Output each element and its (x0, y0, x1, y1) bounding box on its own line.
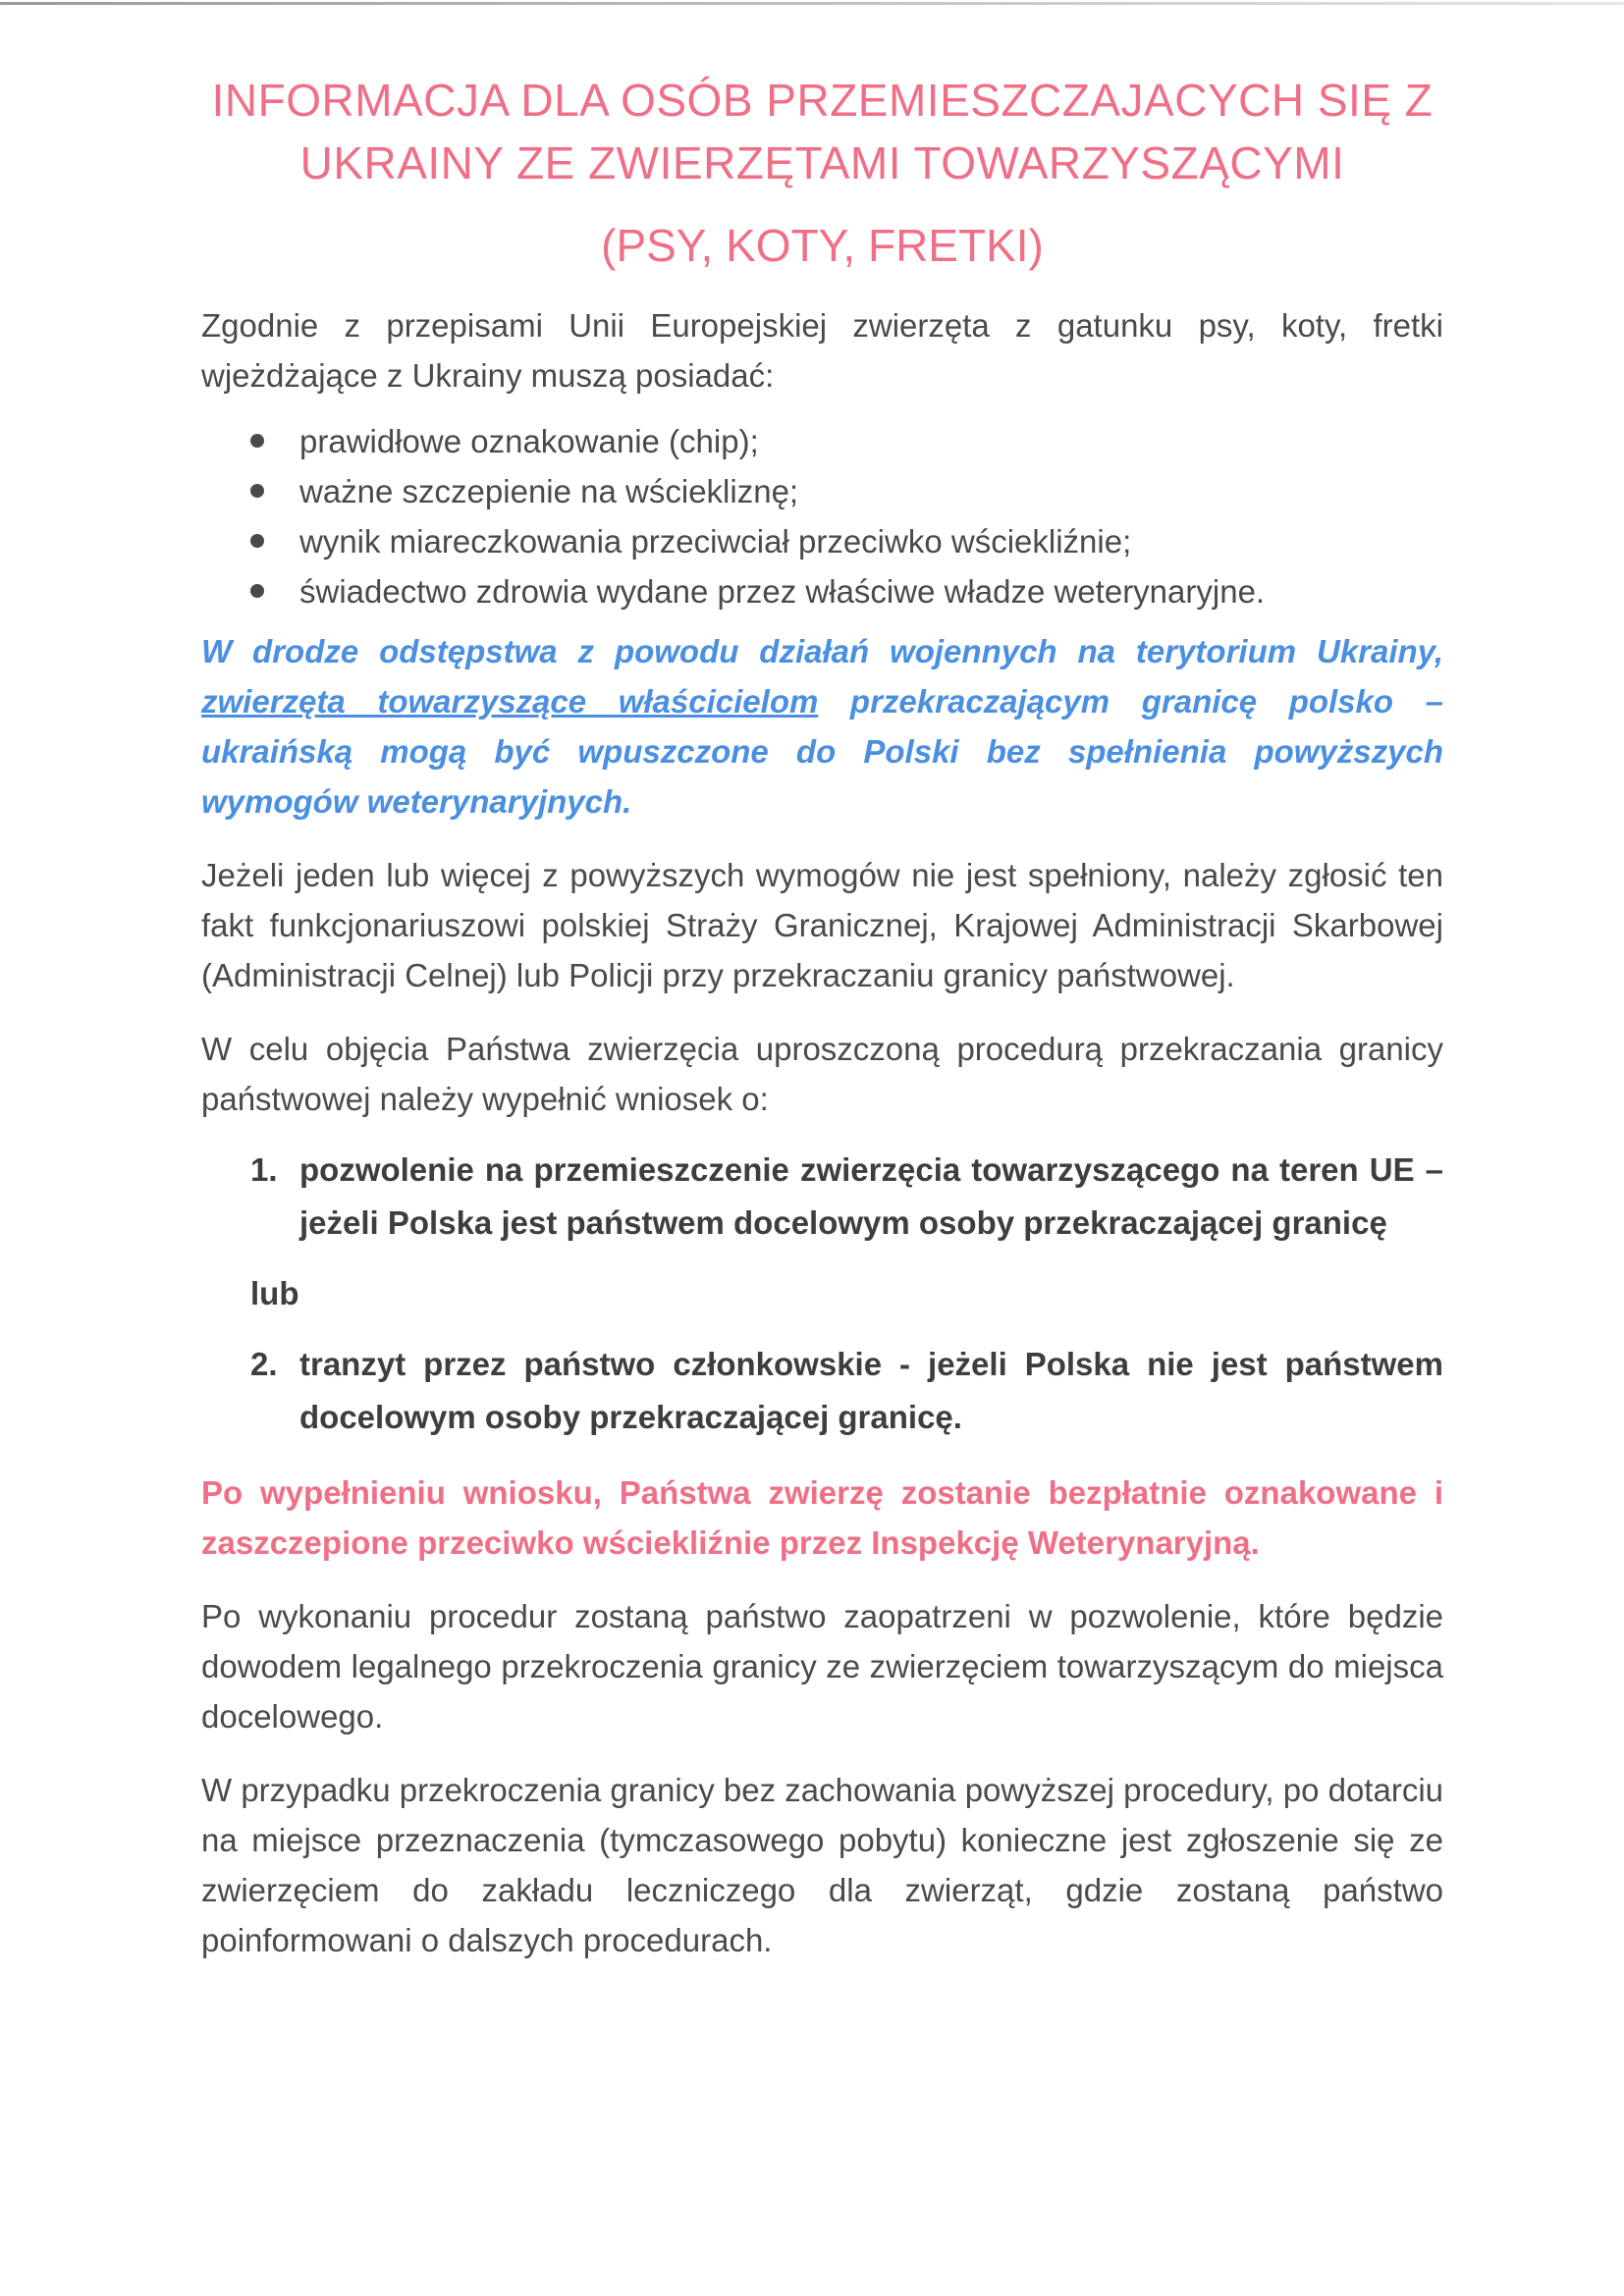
requirement-text: prawidłowe oznakowanie (chip); (299, 423, 759, 459)
form-number: 1. (250, 1151, 278, 1188)
application-forms-list (201, 1144, 1443, 1250)
exception-text-end: przekraczającym granicę polsko – ukraińską mogą być wpuszczone do Polski bez spełnienia powyższych wymogów weterynaryjnych. (201, 683, 1444, 820)
document-page (201, 69, 1443, 1965)
document-subtitle: (PSY, KOTY, FRETKI) (601, 220, 1044, 271)
requirement-text: ważne szczepienie na wściekliznę; (299, 473, 799, 509)
requirement-text: świadectwo zdrowia wydane przez właściwe władze weterynaryjne. (299, 573, 1266, 610)
application-form-item (201, 1144, 1443, 1250)
requirement-item (201, 466, 1443, 516)
exception-text-start: W drodze odstępstwa z powodu działań wojennych na terytorium Ukrainy, (201, 633, 1443, 669)
requirement-item (201, 516, 1443, 566)
report-paragraph: Jeżeli jeden lub więcej z powyższych wymogów nie jest spełniony, należy zgłosić ten fakt funkcjonariuszowi polskiej Straży Granicznej, Krajowej Administracji Skarbowej (Administracji Celnej) lub Policji przy przekraczaniu granicy państwowej. (201, 857, 1443, 993)
scan-edge-line (0, 2, 1624, 5)
form-text: pozwolenie na przemieszczenie zwierzęcia towarzyszącego na teren UE – jeżeli Polska jest państwem docelowym osoby przekraczającej granicę (299, 1151, 1443, 1241)
bullet-icon (250, 584, 264, 598)
exception-underlined-text: zwierzęta towarzyszące właścicielom (201, 683, 819, 720)
after-application-paragraph: Po wypełnieniu wniosku, Państwa zwierzę zostanie bezpłatnie oznakowane i zaszczepione przeciwko wściekliźnie przez Inspekcję Weterynaryjną. (201, 1474, 1443, 1561)
form-text: tranzyt przez państwo członkowskie - jeżeli Polska nie jest państwem docelowym osoby przekraczającej granicę. (299, 1346, 1443, 1435)
bullet-icon (250, 534, 264, 548)
exception-paragraph (201, 626, 1443, 827)
form-number: 2. (250, 1346, 278, 1382)
intro-paragraph: Zgodnie z przepisami Unii Europejskiej zwierzęta z gatunku psy, koty, fretki wjeżdżające z Ukrainy muszą posiadać: (201, 307, 1443, 394)
procedure-intro-paragraph: W celu objęcia Państwa zwierzęcia uproszczoną procedurą przekraczania granicy państwowej należy wypełnić wniosek o: (201, 1031, 1443, 1117)
requirement-item (201, 566, 1443, 616)
or-separator: lub (250, 1275, 299, 1311)
requirements-list (201, 416, 1443, 616)
bullet-icon (250, 484, 264, 498)
without-procedure-paragraph: W przypadku przekroczenia granicy bez zachowania powyższej procedury, po dotarciu na miejsce przeznaczenia (tymczasowego pobytu) konieczne jest zgłoszenie się ze zwierzęciem do zakładu leczniczego dla zwierząt, gdzie zostaną państwo poinformowani o dalszych procedurach. (201, 1772, 1444, 1958)
application-forms-list-continued (201, 1338, 1443, 1444)
title-line-1: INFORMACJA DLA OSÓB PRZEMIESZCZAJACYCH SIĘ Z (211, 75, 1434, 126)
permit-paragraph: Po wykonaniu procedur zostaną państwo zaopatrzeni w pozwolenie, które będzie dowodem legalnego przekroczenia granicy ze zwierzęciem towarzyszącym do miejsca docelowego. (201, 1598, 1443, 1735)
bullet-icon (250, 434, 264, 448)
requirement-item (201, 416, 1443, 466)
requirement-text: wynik miareczkowania przeciwciał przeciwko wściekliźnie; (299, 523, 1132, 560)
document-title (201, 69, 1443, 194)
title-line-2: UKRAINY ZE ZWIERZĘTAMI TOWARZYSZĄCYMI (299, 137, 1345, 188)
application-form-item (201, 1338, 1443, 1444)
